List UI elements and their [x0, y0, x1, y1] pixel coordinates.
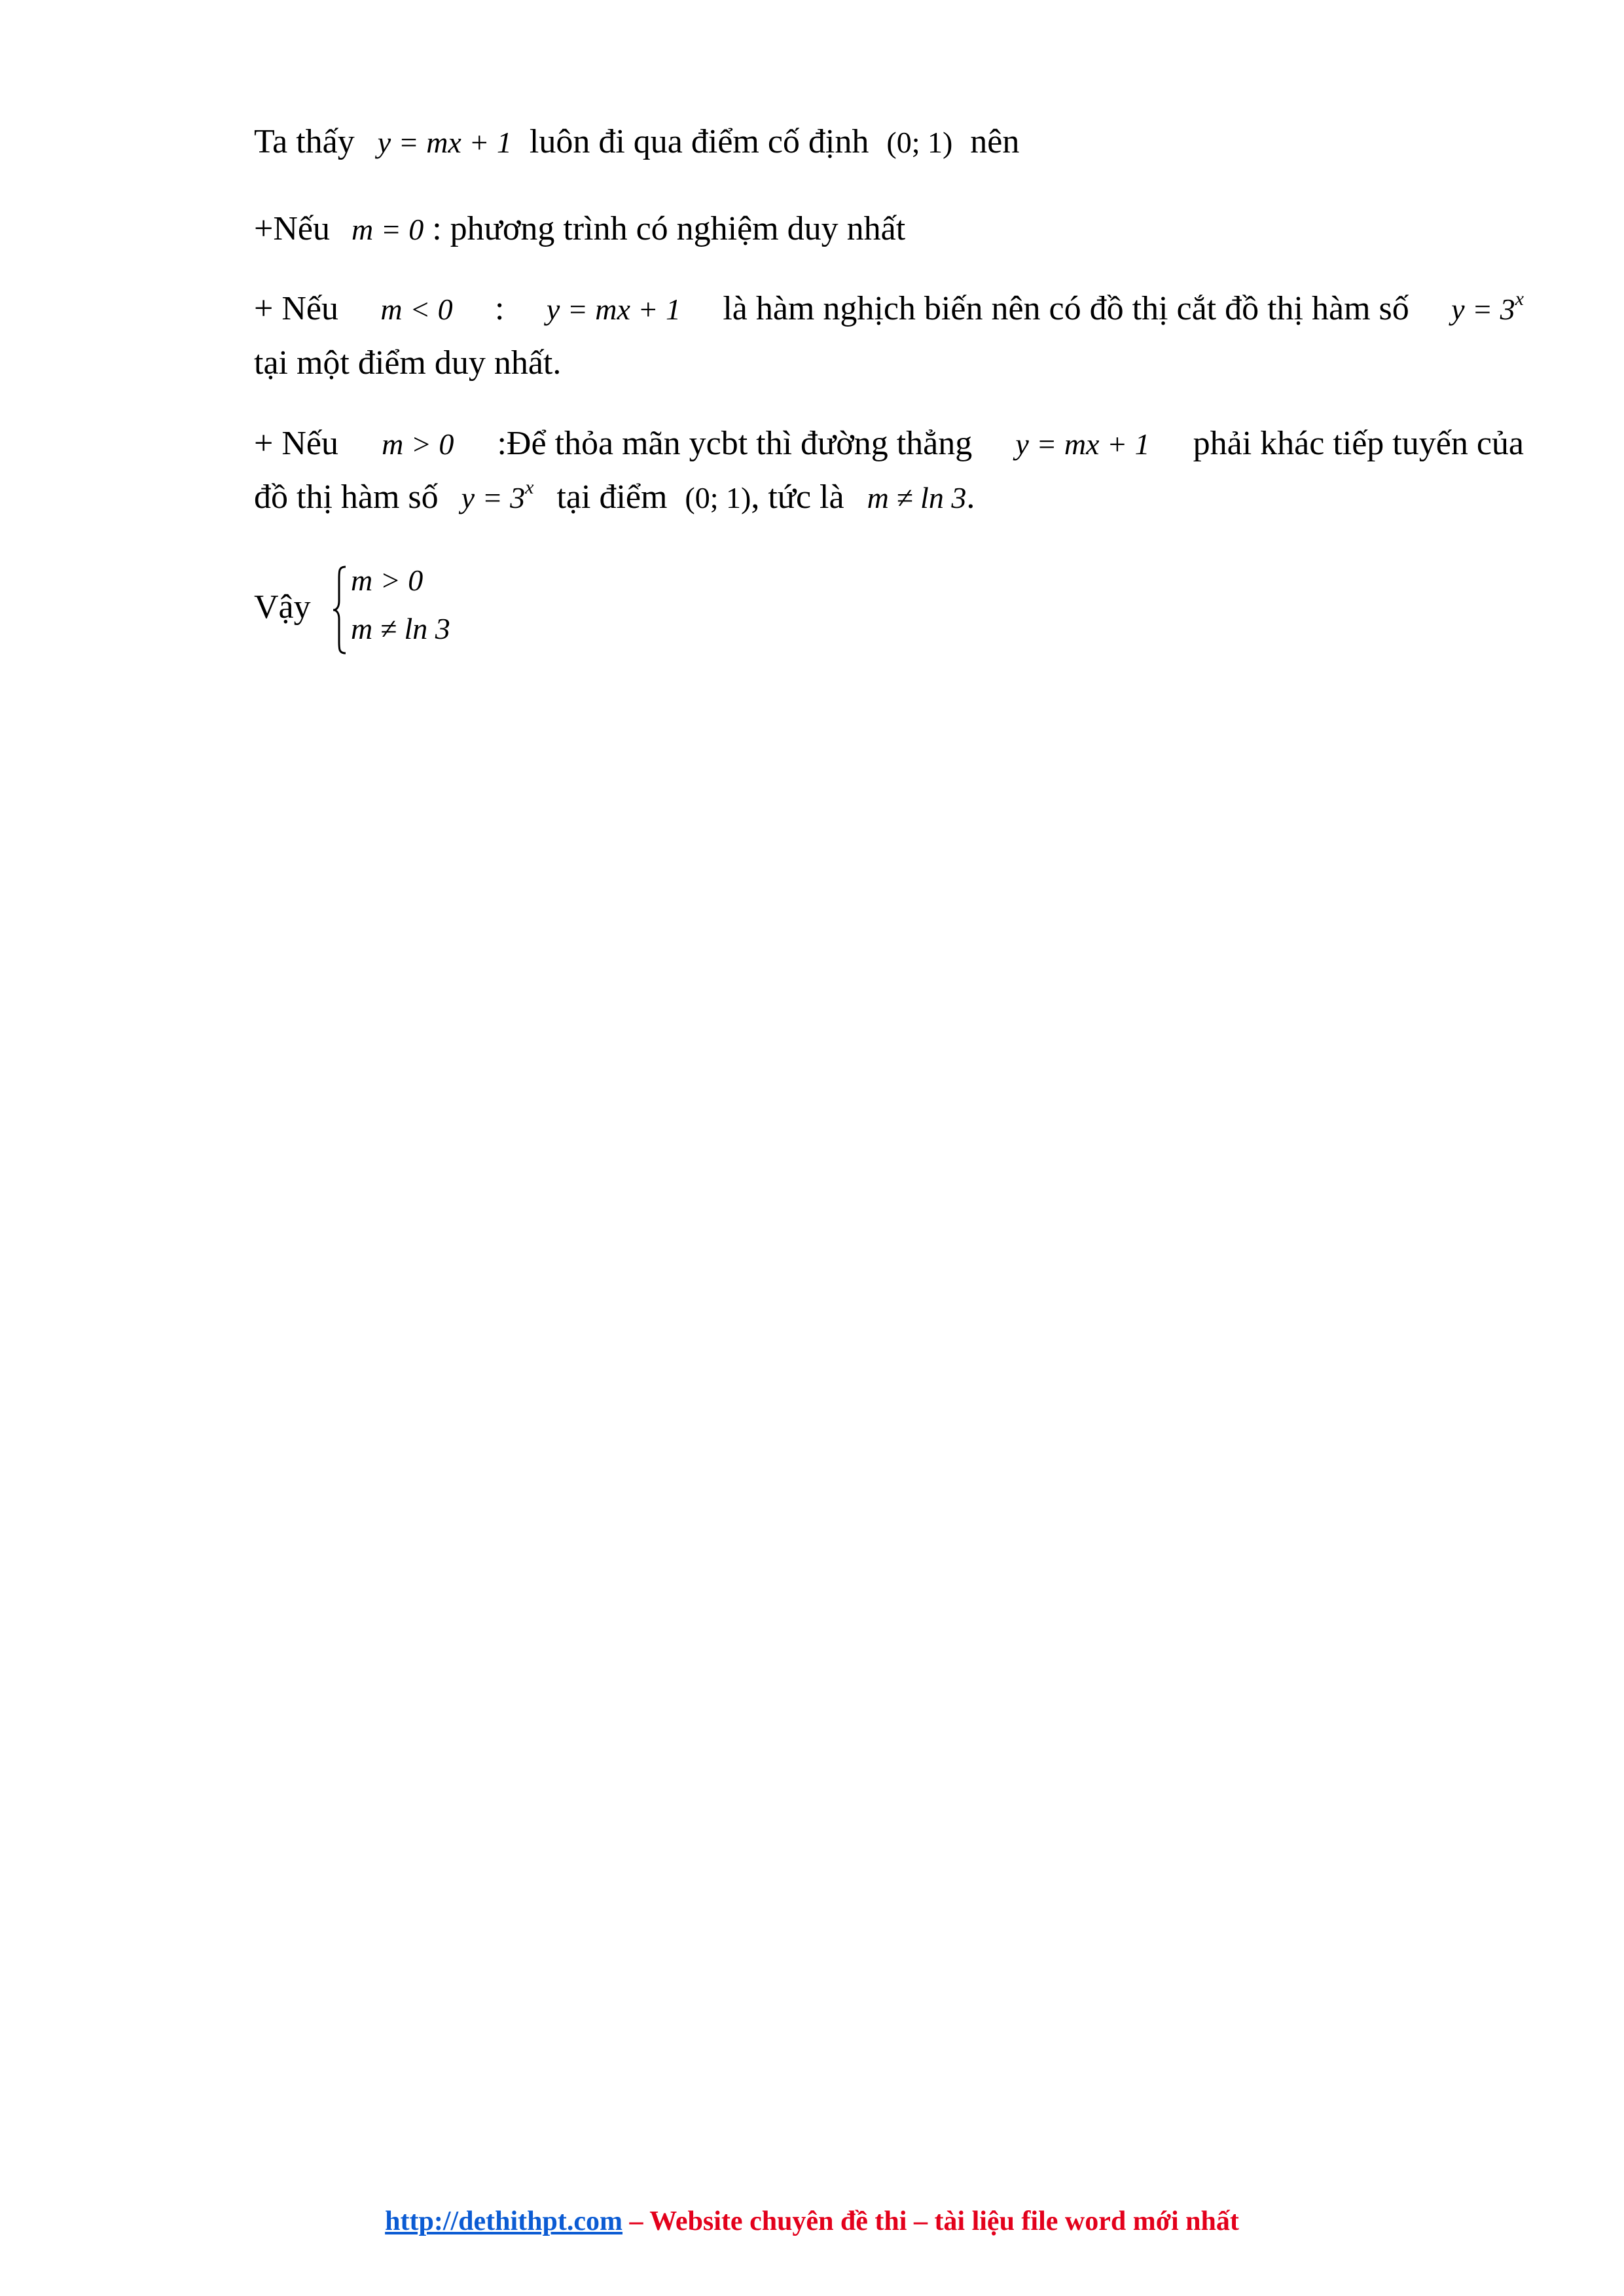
left-brace-icon: [331, 564, 348, 656]
text-line-3: [254, 288, 1524, 331]
math-function: $y = 3^x$: [461, 476, 534, 514]
text: là hàm nghịch biến nên có đồ thị cắt đồ thị hàm số: [723, 290, 1409, 327]
text: , tức là: [751, 478, 844, 516]
text: :: [494, 290, 505, 327]
math-equation: y = mx + 1: [377, 126, 512, 159]
text-line-2: [254, 208, 1524, 251]
text-line-4: [254, 342, 1524, 384]
text: :Để thỏa mãn ycbt thì đường thẳng: [497, 425, 973, 462]
text: Ta thấy: [254, 123, 355, 160]
system-row-2: m ≠ ln 3: [351, 612, 450, 645]
conclusion-label: Vậy: [254, 588, 311, 626]
math-point: (0; 1): [886, 126, 953, 159]
math-condition: m < 0: [380, 293, 453, 326]
math-condition: m = 0: [351, 213, 424, 246]
math-condition: m ≠ ln 3: [867, 481, 967, 514]
text: .: [966, 478, 975, 516]
text: tại điểm: [556, 478, 668, 516]
text: tại một điểm duy nhất.: [254, 344, 562, 382]
text: : phương trình có nghiệm duy nhất: [432, 210, 906, 247]
math-condition: m > 0: [382, 427, 454, 461]
text: +Nếu: [254, 210, 330, 247]
math-equation: y = mx + 1: [546, 293, 681, 326]
text-line-6: [254, 476, 1524, 519]
text: nên: [970, 123, 1020, 160]
math-function: $y = 3^x$: [1451, 288, 1524, 326]
text: đồ thị hàm số: [254, 478, 439, 516]
text-line-1: [254, 121, 1524, 164]
math-equation: y = mx + 1: [1015, 427, 1150, 461]
text: phải khác tiếp tuyến của: [1193, 425, 1524, 462]
text: + Nếu: [254, 425, 338, 462]
system-row-1: m > 0: [351, 564, 424, 597]
text: luôn đi qua điểm cố định: [529, 123, 869, 160]
website-link[interactable]: http://dethithpt.com: [385, 2206, 623, 2236]
page-footer: [0, 2206, 1624, 2237]
math-point: (0; 1): [685, 481, 751, 514]
text: + Nếu: [254, 290, 338, 327]
text-line-5: [254, 423, 1524, 465]
footer-tagline: – Website chuyên đề thi – tài liệu file word mới nhất: [623, 2206, 1239, 2236]
